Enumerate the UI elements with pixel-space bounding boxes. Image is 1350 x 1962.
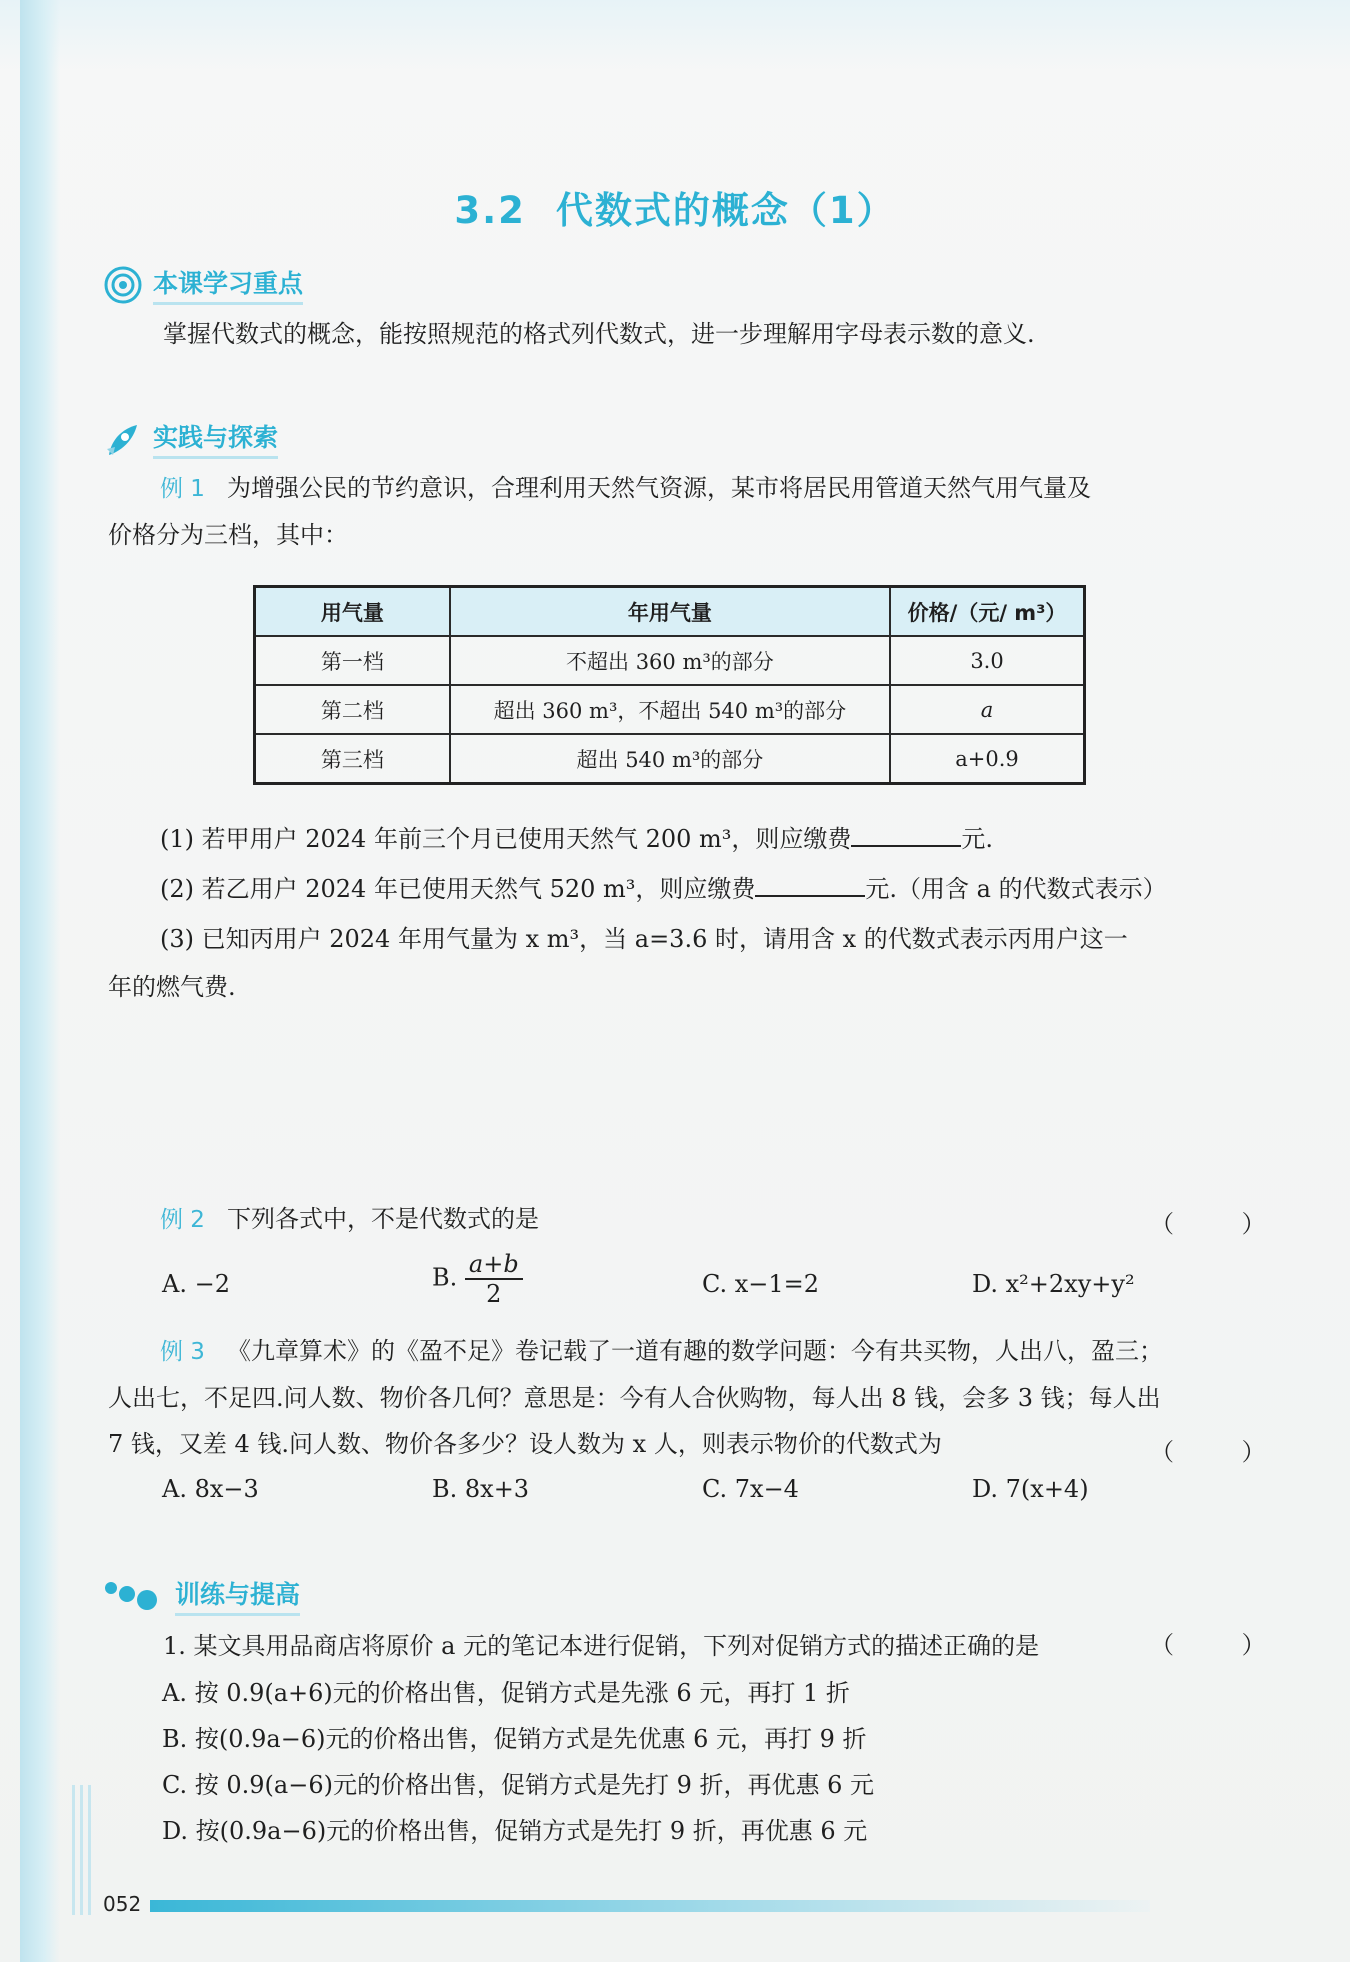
example1-intro-line1: 为增强公民的节约意识，合理利用天然气资源，某市将居民用管道天然气用气量及: [226, 474, 1091, 502]
example1-intro-line2: 价格分为三档，其中：: [108, 521, 348, 549]
example3-text: 例 3 《九章算术》的《盈不足》卷记载了一道有趣的数学问题：今有共买物，人出八，盈三； 人出七，不足四.问人数、物价各几何？意思是：今有人合伙购物，每人出 8 钱，会多 3 钱；每人出 7 钱，又差 4 钱.问人数、物价各多少？设人数为 x 人，则表示物价的代数式为: [108, 1337, 1163, 1458]
example2-label: 例 2: [160, 1207, 205, 1233]
training-q1-answer-paren[interactable]: （ ）: [1150, 1631, 1296, 1659]
option-a[interactable]: A. −2: [162, 1270, 230, 1298]
example2-options: [162, 1250, 1242, 1320]
question-3-line2: 年的燃气费.: [108, 973, 236, 1001]
table-row: [255, 685, 1085, 734]
target-icon: [103, 265, 143, 305]
example1-questions: [108, 814, 1240, 1010]
option-c[interactable]: C. 7x−4: [702, 1475, 799, 1503]
answer-blank[interactable]: [755, 873, 865, 897]
rocket-icon: [103, 419, 143, 459]
section-title: 代数式的概念（1）: [555, 189, 896, 232]
fraction: $\frac{a+b}{2}$: [465, 1250, 523, 1308]
top-decor-band: [0, 0, 1350, 70]
page-number: 052: [103, 1892, 142, 1916]
table-cell: a+0.9: [890, 734, 1084, 784]
gas-price-table: [253, 585, 1086, 785]
option-d[interactable]: D. x²+2xy+y²: [972, 1270, 1135, 1298]
table-header-row: [255, 587, 1085, 637]
training-q1-options: [162, 1670, 1242, 1854]
table-cell: 第一档: [255, 636, 450, 685]
example3-options: [162, 1475, 1242, 1515]
left-decor-band: [20, 0, 60, 1962]
example3-label: 例 3: [160, 1339, 205, 1365]
table-cell: 3.0: [890, 636, 1084, 685]
option-d[interactable]: D. 7(x+4): [972, 1475, 1089, 1503]
option-b[interactable]: B. 8x+3: [432, 1475, 530, 1503]
table-cell: 超出 540 m³的部分: [450, 734, 890, 784]
option-b[interactable]: B. 按(0.9a−6)元的价格出售，促销方式是先优惠 6 元，再打 9 折: [162, 1725, 867, 1753]
example2-text: 例 2 下列各式中，不是代数式的是: [160, 1205, 539, 1233]
practice-heading: [103, 418, 278, 459]
table-header: 价格/（元/ m³）: [890, 587, 1084, 637]
practice-heading-label: 实践与探索: [153, 418, 278, 459]
focus-text: 掌握代数式的概念，能按照规范的格式列代数式，进一步理解用字母表示数的意义.: [163, 320, 1035, 348]
section-number: 3.2: [454, 189, 526, 232]
table-cell: 超出 360 m³，不超出 540 m³的部分: [450, 685, 890, 734]
table-cell: 第三档: [255, 734, 450, 784]
table-row: [255, 734, 1085, 784]
table-header: 用气量: [255, 587, 450, 637]
training-q1: [108, 1623, 1243, 1669]
table-cell: 第二档: [255, 685, 450, 734]
training-q1-text: 1. 某文具用品商店将原价 a 元的笔记本进行促销，下列对促销方式的描述正确的是: [163, 1632, 1040, 1660]
example1-label: 例 1: [160, 476, 205, 502]
training-heading: [103, 1575, 300, 1616]
option-b[interactable]: B. $\frac{a+b}{2}$: [432, 1250, 523, 1308]
table-cell: a: [890, 685, 1084, 734]
example1-intro: [108, 465, 1240, 558]
option-c[interactable]: C. x−1=2: [702, 1270, 820, 1298]
option-a[interactable]: A. 按 0.9(a+6)元的价格出售，促销方式是先涨 6 元，再打 1 折: [162, 1679, 850, 1707]
page-title: [0, 180, 1350, 234]
bubbles-icon: [103, 1578, 165, 1614]
question-2: (2) 若乙用户 2024 年已使用天然气 520 m³，则应缴费 元.（用含 a 的代数式表示）: [160, 875, 1167, 903]
table-row: [255, 636, 1085, 685]
option-d[interactable]: D. 按(0.9a−6)元的价格出售，促销方式是先打 9 折，再优惠 6 元: [162, 1817, 868, 1845]
table-cell: 不超出 360 m³的部分: [450, 636, 890, 685]
table-header: 年用气量: [450, 587, 890, 637]
example3-answer-paren[interactable]: （ ）: [1150, 1438, 1296, 1466]
option-c[interactable]: C. 按 0.9(a−6)元的价格出售，促销方式是先打 9 折，再优惠 6 元: [162, 1771, 875, 1799]
training-heading-label: 训练与提高: [175, 1575, 300, 1616]
focus-heading: [103, 264, 303, 305]
option-a[interactable]: A. 8x−3: [162, 1475, 259, 1503]
example2-answer-paren[interactable]: （ ）: [1150, 1210, 1296, 1238]
footer-decor-bar: [150, 1900, 1150, 1912]
question-3-line1: (3) 已知丙用户 2024 年用气量为 x m³，当 a=3.6 时，请用含 x 的代数式表示丙用户这一: [160, 925, 1128, 953]
answer-blank[interactable]: [851, 823, 961, 847]
focus-heading-label: 本课学习重点: [153, 264, 303, 305]
question-1: (1) 若甲用户 2024 年前三个月已使用天然气 200 m³，则应缴费 元.: [160, 825, 994, 853]
